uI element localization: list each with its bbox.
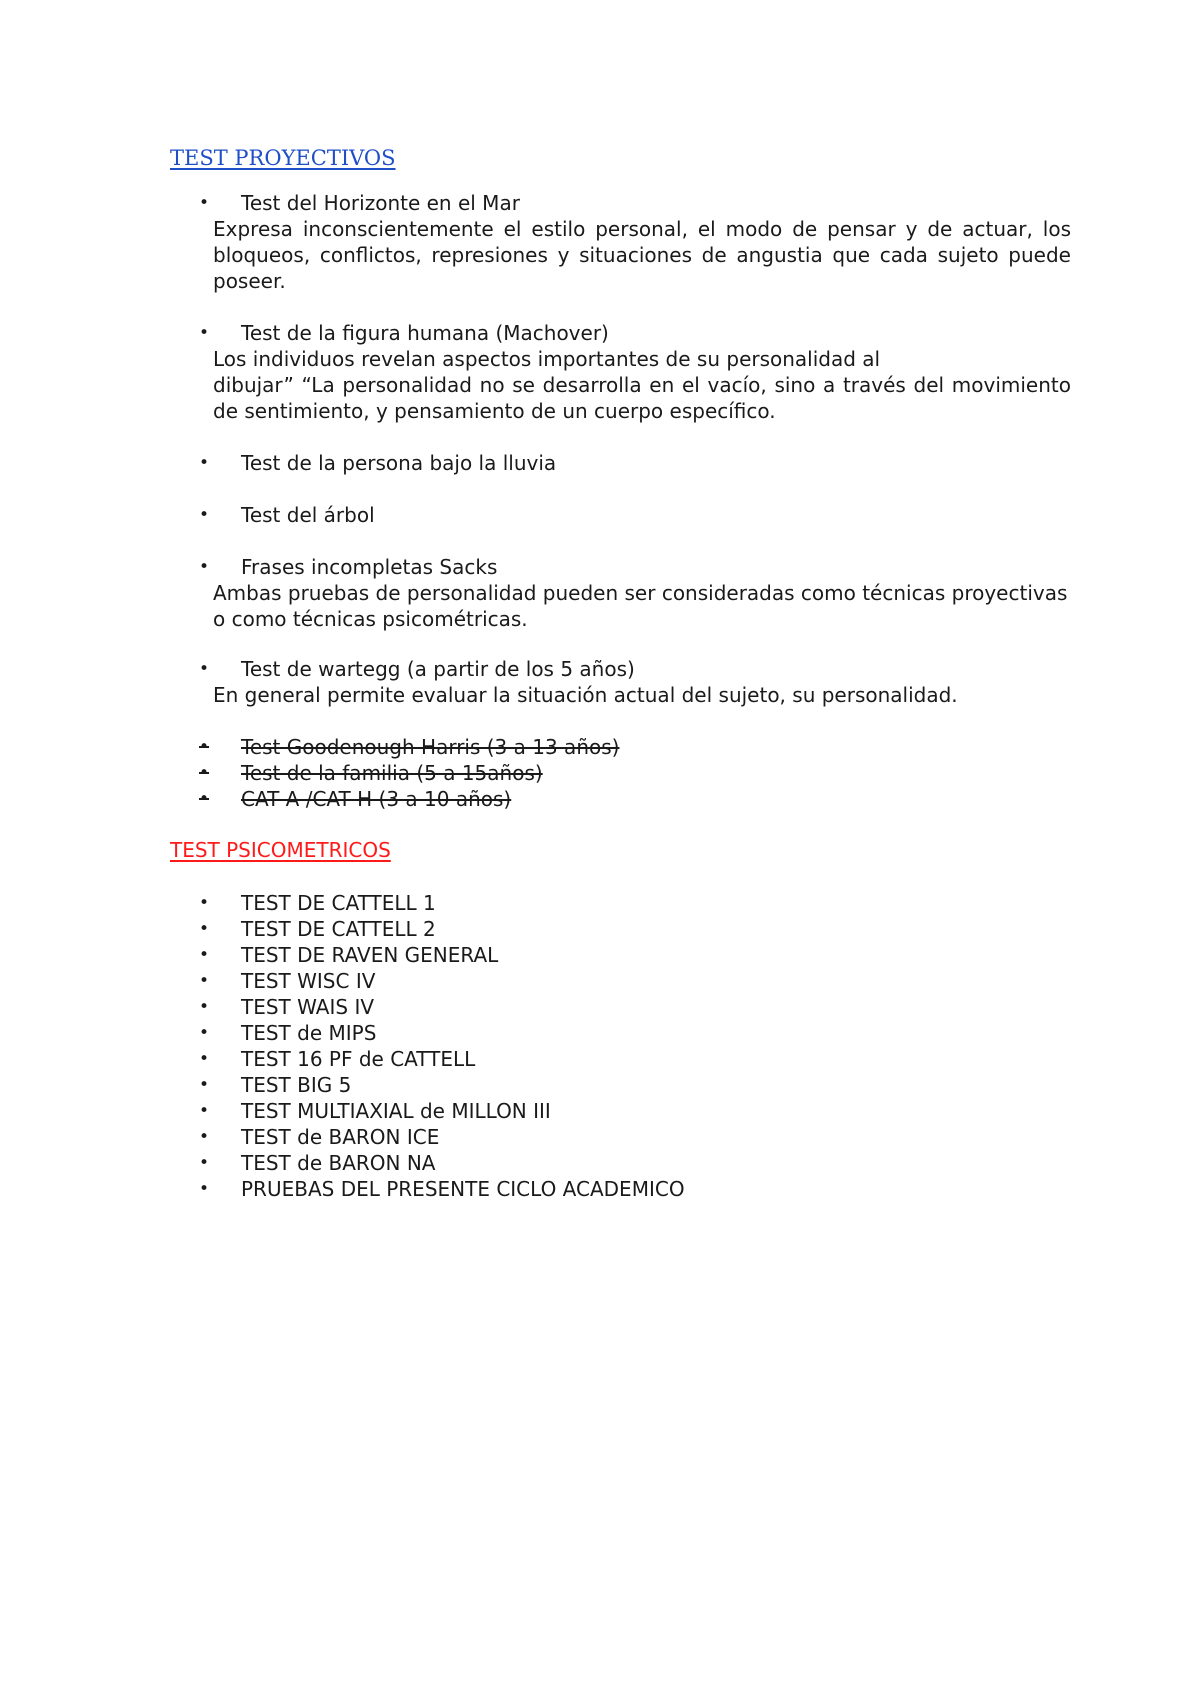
list-item-label: PRUEBAS DEL PRESENTE CICLO ACADEMICO xyxy=(241,1177,685,1201)
heading-test-proyectivos: TEST PROYECTIVOS xyxy=(170,146,396,170)
list-item-label: Test de la familia (5 a 15años) xyxy=(241,761,543,785)
list-item-label: Test de la figura humana (Machover) xyxy=(241,321,609,345)
list-item-label: Test del árbol xyxy=(241,503,375,527)
item-description-line: Los individuos revelan aspectos importantes de su personalidad al xyxy=(213,347,881,371)
bullet-icon: • xyxy=(199,193,210,213)
list-item-label: TEST BIG 5 xyxy=(241,1073,352,1097)
list-item-label: TEST WISC IV xyxy=(241,969,376,993)
list-item-label: Test del Horizonte en el Mar xyxy=(241,191,520,215)
bullet-icon: • xyxy=(199,1049,210,1069)
bullet-icon: • xyxy=(199,919,210,939)
list-item-label: CAT A /CAT H (3 a 10 años) xyxy=(241,787,512,811)
bullet-icon: • xyxy=(199,893,210,913)
item-description: Ambas pruebas de personalidad pueden ser consideradas como técnicas proyectivas o como técnicas psicométricas. xyxy=(213,581,1068,631)
bullet-icon: • xyxy=(199,737,210,757)
list-item-label: Test de la persona bajo la lluvia xyxy=(241,451,557,475)
list-item-label: Test de wartegg (a partir de los 5 años) xyxy=(241,657,635,681)
bullet-icon: • xyxy=(199,557,210,577)
bullet-icon: • xyxy=(199,1153,210,1173)
heading-test-psicometricos: TEST PSICOMETRICOS xyxy=(170,838,391,862)
bullet-icon: • xyxy=(199,1179,210,1199)
list-item-label: TEST DE CATTELL 1 xyxy=(241,891,436,915)
list-item-label: Test Goodenough Harris (3 a 13 años) xyxy=(241,735,620,759)
bullet-icon: • xyxy=(199,453,210,473)
list-item-label: TEST WAIS IV xyxy=(241,995,375,1019)
bullet-icon: • xyxy=(199,945,210,965)
bullet-icon: • xyxy=(199,505,210,525)
list-item-label: TEST de MIPS xyxy=(241,1021,377,1045)
list-item-label: TEST de BARON ICE xyxy=(241,1125,440,1149)
bullet-icon: • xyxy=(199,1101,210,1121)
list-item-label: Frases incompletas Sacks xyxy=(241,555,498,579)
list-item-label: TEST 16 PF de CATTELL xyxy=(241,1047,476,1071)
bullet-icon: • xyxy=(199,971,210,991)
bullet-icon: • xyxy=(199,323,210,343)
item-description: En general permite evaluar la situación actual del sujeto, su personalidad. xyxy=(213,683,958,707)
bullet-icon: • xyxy=(199,789,210,809)
list-item-label: TEST DE CATTELL 2 xyxy=(241,917,436,941)
list-item-label: TEST de BARON NA xyxy=(241,1151,436,1175)
list-item-label: TEST DE RAVEN GENERAL xyxy=(241,943,499,967)
list-item-label: TEST MULTIAXIAL de MILLON III xyxy=(241,1099,551,1123)
bullet-icon: • xyxy=(199,997,210,1017)
bullet-icon: • xyxy=(199,1023,210,1043)
item-description: dibujar” “La personalidad no se desarrolla en el vacío, sino a través del movimiento de sentimiento, y pensamiento de un cuerpo específico. xyxy=(213,373,1071,423)
bullet-icon: • xyxy=(199,1075,210,1095)
item-description: Expresa inconscientemente el estilo personal, el modo de pensar y de actuar, los bloqueos, conflictos, represiones y situaciones de angustia que cada sujeto puede poseer. xyxy=(213,217,1071,293)
bullet-icon: • xyxy=(199,659,210,679)
bullet-icon: • xyxy=(199,763,210,783)
bullet-icon: • xyxy=(199,1127,210,1147)
